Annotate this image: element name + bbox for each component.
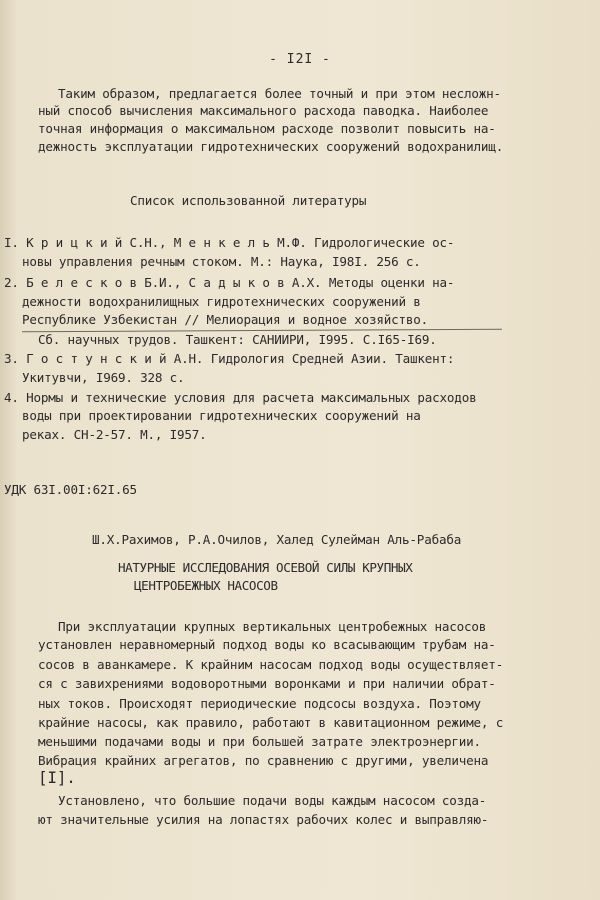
- body-line: Установлено, что большие подачи воды каждым насосом созда-: [58, 793, 487, 808]
- body-line: установлен неравномерный подход воды ко всасывающим трубам на-: [38, 637, 496, 652]
- body-line: ют значительные усилия на лопастях рабочих колес и выправляю-: [38, 812, 489, 827]
- reference-author: 3. Г о с т у н с к и й А.Н.: [4, 351, 204, 366]
- reference-text: Республике Узбекистан // Мелиорация и водное хозяйство.: [22, 312, 429, 327]
- udk-code: УДК 63I.00I:62I.65: [4, 482, 137, 497]
- reference-text: Гидрология Средней Азии. Ташкент:: [203, 351, 455, 366]
- body-line: Вибрация крайних агрегатов, по сравнению с другими, увеличена: [38, 753, 489, 768]
- body-line: меньшими подачами воды и при большей затрате электроэнергии.: [38, 734, 481, 749]
- reference-text: дежности водохранилищных гидротехнических сооружений в: [22, 294, 421, 309]
- page-number: - I2I -: [269, 52, 331, 67]
- citation-reference: [I].: [38, 768, 76, 787]
- reference-text: реках. СН-2-57. М., I957.: [22, 427, 207, 442]
- reference-author: I. К р и ц к и й С.Н., М е н к е л ь М.Ф.: [4, 235, 307, 250]
- body-line: ных токов. Происходят периодические подсосы воздуха. Поэтому: [38, 696, 481, 711]
- intro-line: Таким образом, предлагается более точный и при этом несложн-: [58, 86, 501, 101]
- intro-line: точная информация о максимальном расходе позволит повысить на-: [38, 121, 496, 136]
- article-authors: Ш.Х.Рахимов, Р.А.Очилов, Халед Сулейман Аль-Рабаба: [92, 532, 462, 547]
- intro-line: ный способ вычисления максимального расхода паводка. Наиболее: [38, 103, 489, 118]
- reference-text: Методы оценки на-: [321, 275, 455, 290]
- body-line: крайние насосы, как правило, работают в кавитационном режиме, с: [38, 715, 504, 730]
- reference-text: новы управления речным стоком. М.: Наука, I98I. 256 с.: [22, 254, 421, 269]
- body-line: ся с завихрениями водоворотными воронками и при наличии обрат-: [38, 676, 496, 691]
- reference-text: Сб. научных трудов. Ташкент: САНИИРИ, I995. С.I65-I69.: [38, 332, 437, 347]
- reference-item-2: [4, 275, 454, 291]
- article-title-line: НАТУРНЫЕ ИССЛЕДОВАНИЯ ОСЕВОЙ СИЛЫ КРУПНЫХ: [118, 560, 413, 575]
- reference-item-1: [4, 235, 454, 251]
- body-line: сосов в аванкамере. К крайним насосам подход воды осуществляет-: [38, 657, 504, 672]
- reference-text: Гидрологические ос-: [306, 235, 455, 250]
- reference-text: воды при проектировании гидротехнических сооружений на: [22, 408, 421, 423]
- reference-text: Укитувчи, I969. 328 с.: [22, 370, 185, 385]
- body-line: При эксплуатации крупных вертикальных центробежных насосов: [58, 619, 487, 634]
- reference-item-4: 4. Нормы и технические условия для расчета максимальных расходов: [4, 390, 477, 405]
- article-title-line: ЦЕНТРОБЕЖНЫХ НАСОСОВ: [134, 578, 278, 593]
- reference-author: 2. Б е л е с к о в Б.И., С а д ы к о в А.Х.: [4, 275, 322, 290]
- reference-item-3: [4, 351, 454, 367]
- intro-line: дежность эксплуатации гидротехнических сооружений водохранилищ.: [38, 139, 504, 154]
- references-heading: Список использованной литературы: [130, 193, 367, 208]
